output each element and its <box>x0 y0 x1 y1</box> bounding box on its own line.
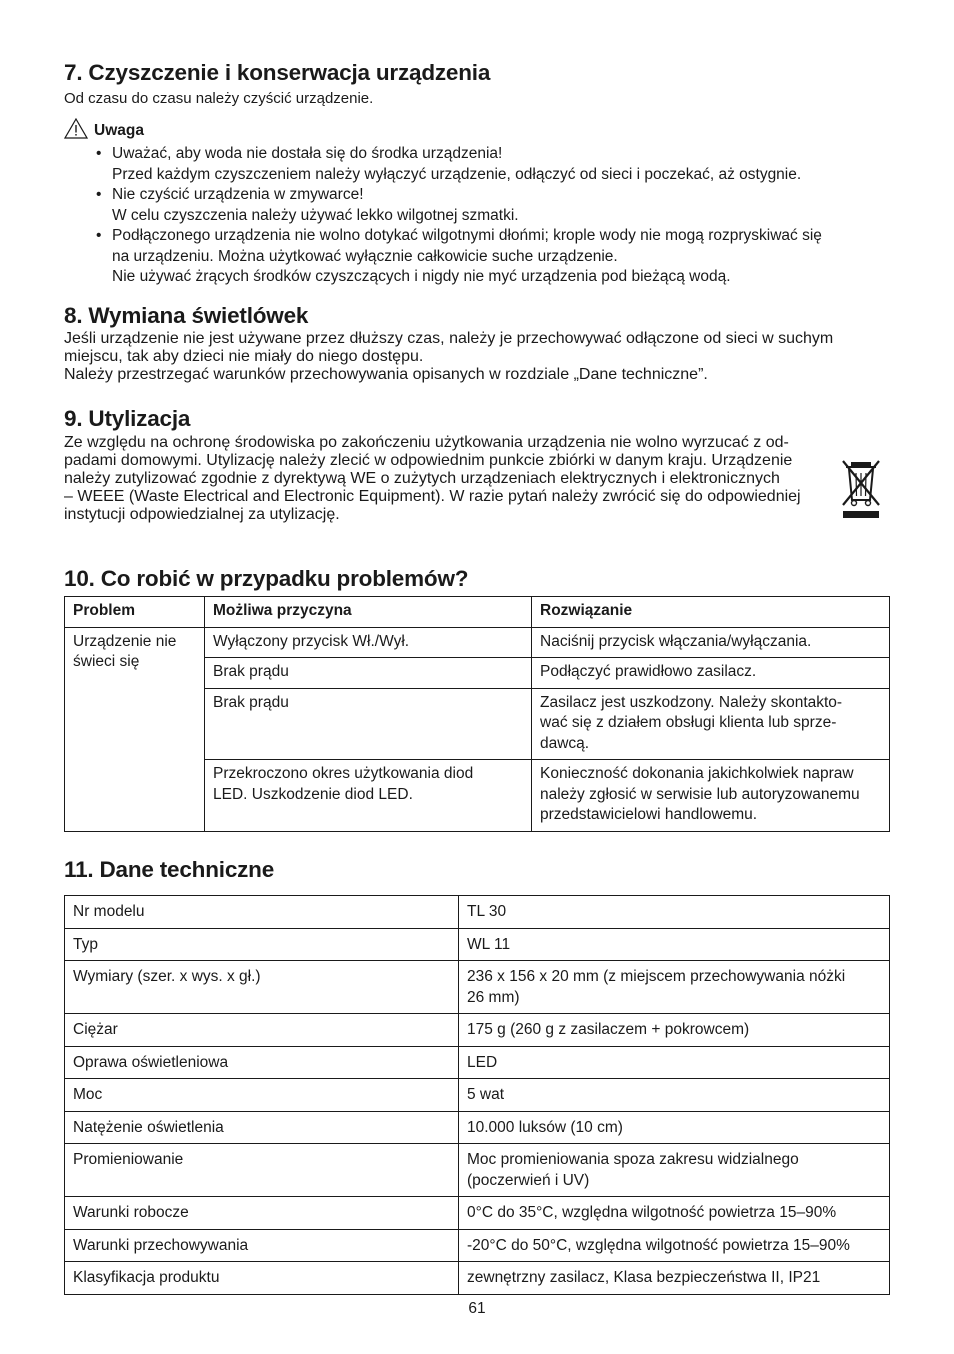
spec-value <box>459 961 890 1014</box>
text-line: WL 11 <box>467 935 511 953</box>
solution-cell <box>532 688 890 760</box>
table-row <box>65 1014 890 1047</box>
spec-value <box>459 1144 890 1197</box>
table-row <box>65 1262 890 1295</box>
text-line: przedstawicielowi handlowemu. <box>540 806 758 823</box>
spec-label: Warunki robocze <box>65 1197 459 1230</box>
text-line: 26 mm) <box>467 988 520 1006</box>
problem-cell <box>65 627 205 831</box>
text-line: LED. Uszkodzenie diod LED. <box>213 785 413 803</box>
spec-label: Nr modelu <box>65 896 459 929</box>
cause-cell <box>205 658 532 689</box>
text-line: świeci się <box>73 653 140 670</box>
text-line: instytucji odpowiedzialnej za utylizację. <box>64 506 340 523</box>
text-line: LED <box>467 1053 498 1071</box>
spec-value <box>459 1197 890 1230</box>
spec-value <box>459 928 890 961</box>
text-line: Przed każdym czyszczeniem należy wyłączyć urządzenie, odłączyć od sieci i poczekać, aż ostygnie. <box>112 165 802 183</box>
text-line: – WEEE (Waste Electrical and Electronic Equipment). W razie pytań należy zwrócić się do odpowiedniej <box>64 488 801 505</box>
text-line: 5 wat <box>467 1086 505 1103</box>
text-line: 10.000 luksów (10 cm) <box>467 1118 623 1136</box>
warning-heading <box>64 118 144 144</box>
text-line: 175 g (260 g z zasilaczem + pokrowcem) <box>467 1021 750 1038</box>
text-line: na urządzeniu. Można użytkować wyłącznie całkowicie suche urządzenie. <box>112 247 618 265</box>
table-row <box>65 928 890 961</box>
spec-value <box>459 1229 890 1262</box>
section-8-text <box>64 330 889 384</box>
table-row <box>65 1046 890 1079</box>
table-row <box>65 1144 890 1197</box>
spec-label: Promieniowanie <box>65 1144 459 1197</box>
spec-label: Typ <box>65 928 459 961</box>
header-problem: Problem <box>65 597 205 628</box>
text-line: 236 x 156 x 20 mm (z miejscem przechowywania nóżki <box>467 968 846 985</box>
warning-triangle-icon <box>64 118 94 144</box>
cause-cell <box>205 760 532 832</box>
text-line: 0°C do 35°C, względna wilgotność powietrza 15–90% <box>467 1204 837 1221</box>
solution-cell <box>532 658 890 689</box>
text-line: wać się z działem obsługi klienta lub sprze- <box>540 714 837 731</box>
spec-label: Oprawa oświetleniowa <box>65 1046 459 1079</box>
table-row <box>65 961 890 1014</box>
specifications-table <box>64 895 890 1295</box>
text-line: • Uważać, aby woda nie dostała się do środka urządzenia! <box>112 145 503 162</box>
crossed-out-bin-icon <box>840 458 882 525</box>
spec-label: Natężenie oświetlenia <box>65 1111 459 1144</box>
spec-value <box>459 1046 890 1079</box>
text-line: padami domowymi. Utylizację należy zlecić w odpowiednim punkcie zbiórki w danym kraju. Urządzenie <box>64 452 793 469</box>
text-line: • Podłączonego urządzenia nie wolno dotykać wilgotnymi dłońmi; krople wody nie mogą rozpryskiwać się <box>112 227 822 244</box>
spec-label: Klasyfikacja produktu <box>65 1262 459 1295</box>
text-line: Brak prądu <box>213 693 289 711</box>
section-11-title: 11. Dane techniczne <box>64 857 275 882</box>
text-line: -20°C do 50°C, względna wilgotność powietrza 15–90% <box>467 1236 850 1254</box>
text-line: miejscu, tak aby dzieci nie miały do niego dostępu. <box>64 348 424 365</box>
text-line: (poczerwień i UV) <box>467 1171 590 1189</box>
cause-cell <box>205 688 532 760</box>
section-9-title: 9. Utylizacja <box>64 406 191 431</box>
text-line: zewnętrzny zasilacz, Klasa bezpieczeństwa II, IP21 <box>467 1269 821 1286</box>
text-line: Przekroczono okres użytkowania diod <box>213 765 474 782</box>
table-row <box>65 627 890 658</box>
section-10-title: 10. Co robić w przypadku problemów? <box>64 566 469 591</box>
text-line: • Nie czyścić urządzenia w zmywarce! <box>112 186 364 203</box>
text-line: należy zutylizować zgodnie z dyrektywą WE o zużytych urządzeniach elektrycznych i elektronicznych <box>64 470 780 487</box>
spec-label: Moc <box>65 1079 459 1112</box>
solution-cell <box>532 627 890 658</box>
text-line: Naciśnij przycisk włączania/wyłączania. <box>540 632 812 650</box>
spec-value <box>459 1262 890 1295</box>
table-header-row <box>65 597 890 628</box>
section-7-intro: Od czasu do czasu należy czyścić urządzenie. <box>64 90 374 107</box>
text-line: Brak prądu <box>213 663 289 680</box>
text-line: Ze względu na ochronę środowiska po zakończeniu użytkowania urządzenia nie wolno wyrzucać z od- <box>64 434 789 451</box>
table-row <box>65 1197 890 1230</box>
header-cause: Możliwa przyczyna <box>205 597 532 628</box>
text-line: TL 30 <box>467 903 507 920</box>
text-line: Zasilacz jest uszkodzony. Należy skontakto- <box>540 693 843 711</box>
list-item <box>96 144 916 185</box>
section-9-text <box>64 434 834 524</box>
warning-label: Uwaga <box>94 122 144 139</box>
text-line: należy zgłosić w serwisie lub autoryzowanemu <box>540 785 860 803</box>
text-line: Nie używać żrących środków czyszczących i nigdy nie myć urządzenia pod bieżącą wodą. <box>112 268 731 285</box>
troubleshooting-table <box>64 596 890 832</box>
spec-value <box>459 1079 890 1112</box>
text-line: Podłączyć prawidłowo zasilacz. <box>540 663 757 680</box>
text-line: Urządzenie nie <box>73 632 177 650</box>
spec-value <box>459 1111 890 1144</box>
spec-value <box>459 896 890 929</box>
text-line: dawcą. <box>540 734 590 752</box>
spec-label: Warunki przechowywania <box>65 1229 459 1262</box>
text-line: Konieczność dokonania jakichkolwiek napraw <box>540 765 854 782</box>
section-8-title: 8. Wymiana świetlówek <box>64 303 309 328</box>
spec-value <box>459 1014 890 1047</box>
text-line: Moc promieniowania spoza zakresu widzialnego <box>467 1151 799 1168</box>
table-row <box>65 1079 890 1112</box>
page-number: 61 <box>468 1300 486 1317</box>
text-line: Wyłączony przycisk Wł./Wył. <box>213 632 410 650</box>
cause-cell <box>205 627 532 658</box>
spec-label: Wymiary (szer. x wys. x gł.) <box>65 961 459 1014</box>
table-row <box>65 896 890 929</box>
list-item <box>96 226 916 288</box>
table-row <box>65 1111 890 1144</box>
header-solution: Rozwiązanie <box>532 597 890 628</box>
solution-cell <box>532 760 890 832</box>
list-item <box>96 185 916 226</box>
text-line: W celu czyszczenia należy używać lekko wilgotnej szmatki. <box>112 206 519 224</box>
table-row <box>65 1229 890 1262</box>
text-line: Jeśli urządzenie nie jest używane przez dłuższy czas, należy je przechowywać odłączone od sieci w suchym <box>64 330 834 347</box>
section-7-title: 7. Czyszczenie i konserwacja urządzenia <box>64 60 491 85</box>
text-line: Należy przestrzegać warunków przechowywania opisanych w rozdziale „Dane techniczne”. <box>64 366 708 383</box>
spec-label: Ciężar <box>65 1014 459 1047</box>
warning-list <box>96 144 916 288</box>
